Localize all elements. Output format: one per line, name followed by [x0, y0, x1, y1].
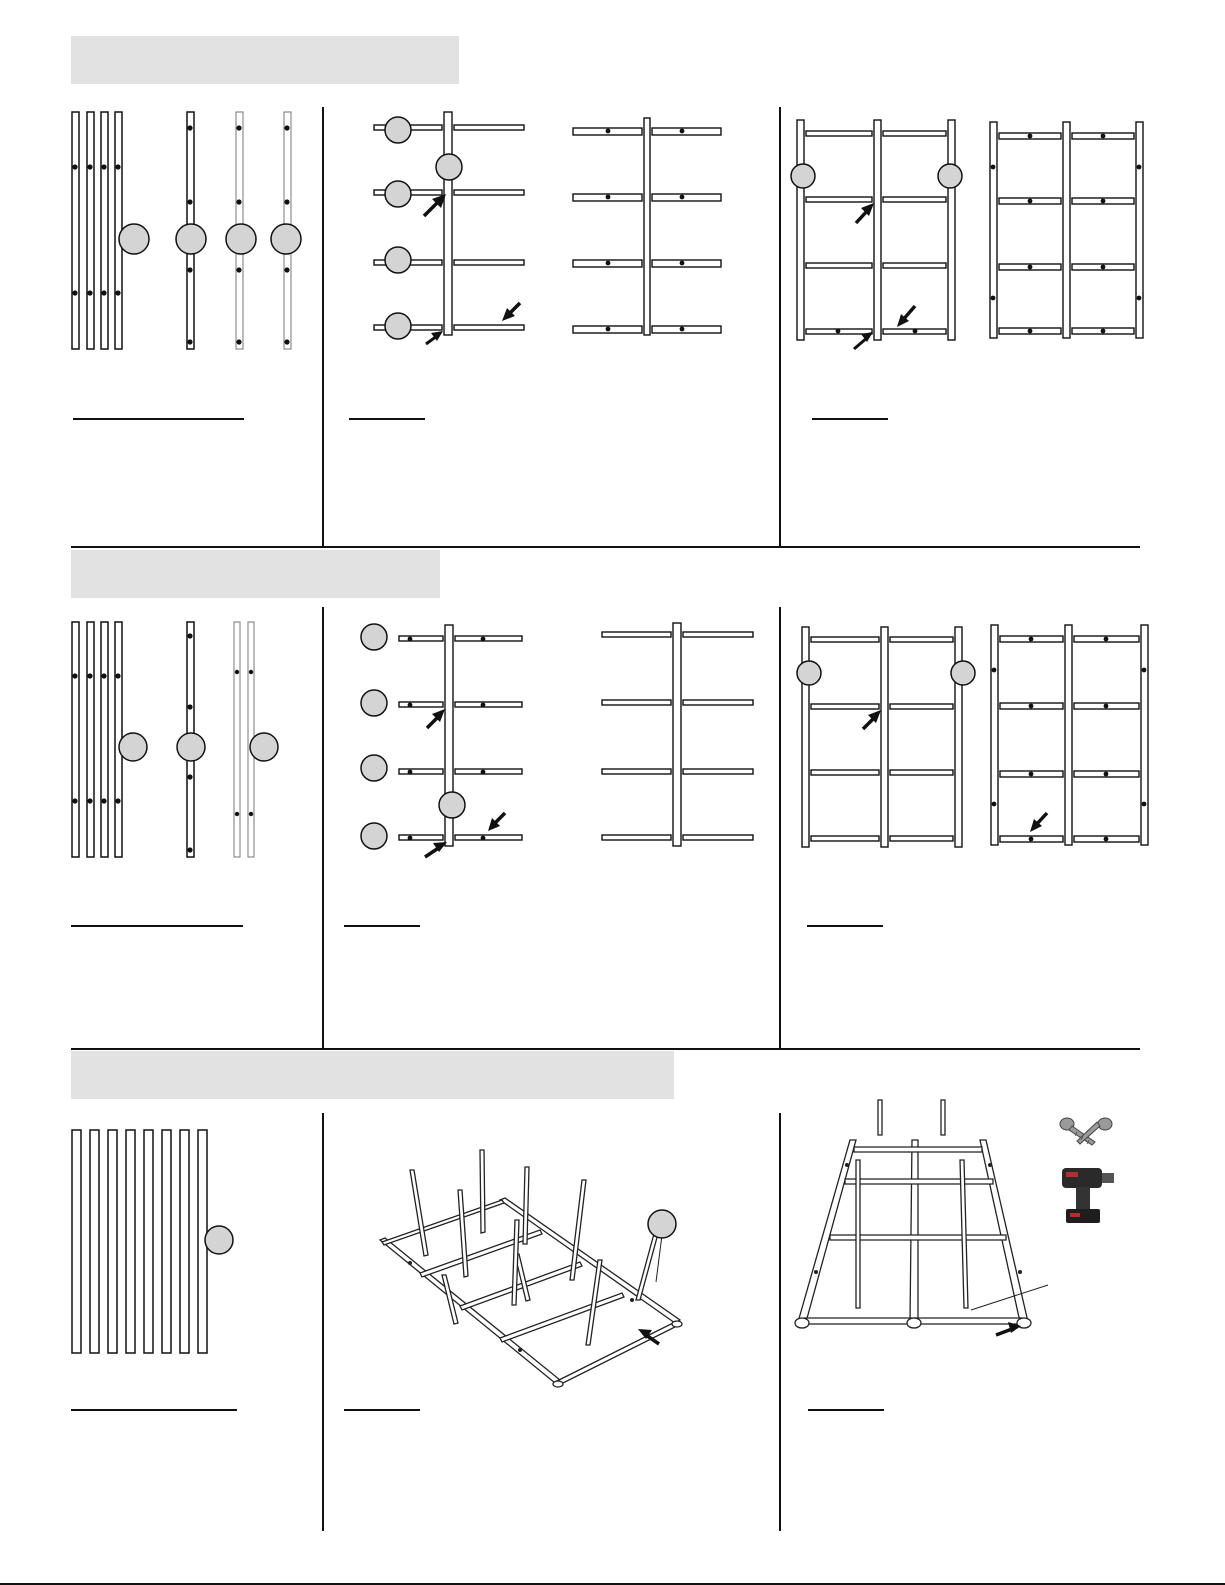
screws-icon [1055, 1110, 1115, 1150]
s2-frame-figure [795, 617, 1160, 857]
part-callout-circle-icon [361, 624, 387, 650]
s2-divider-2 [779, 607, 781, 1050]
s1-ladder-assembly-figure [360, 100, 740, 360]
part-callout-circle-icon [250, 733, 278, 761]
part-callout-circle-icon [436, 154, 462, 180]
s2-parts-figure [60, 610, 320, 870]
part-callout-circle-icon [119, 224, 149, 254]
s2-step3-underline [807, 925, 883, 927]
s1-step3-underline [812, 418, 888, 420]
s3-parts-figure [60, 1120, 320, 1370]
s3-step3-underline [808, 1409, 884, 1411]
s1-divider-2 [779, 107, 781, 548]
section-2-bottom-rule [71, 1048, 1140, 1050]
arrow-icon [854, 203, 915, 349]
section-1-header [71, 36, 459, 84]
s3-step1-underline [71, 1409, 237, 1411]
part-callout-circle-icon [439, 792, 465, 818]
part-callout-circle-icon [361, 690, 387, 716]
power-drill-icon [1058, 1165, 1118, 1227]
s1-parts-figure [60, 100, 320, 370]
part-callout-circle-icon [177, 733, 205, 761]
section-1-bottom-rule [71, 546, 1140, 548]
part-callout-circle-icon [361, 823, 387, 849]
arrow-icon [424, 194, 520, 344]
part-callout-circle-icon [385, 313, 411, 339]
s3-rack-isometric-figure [370, 1140, 690, 1395]
part-callout-circle-icon [176, 224, 206, 254]
part-callout-circle-icon [385, 181, 411, 207]
part-callout-circle-icon [648, 1210, 676, 1238]
s3-step2-underline [344, 1409, 420, 1411]
s2-step2-underline [344, 925, 420, 927]
s2-step1-underline [71, 925, 243, 927]
part-callout-circle-icon [938, 164, 962, 188]
part-callout-circle-icon [205, 1226, 233, 1254]
s3-divider-2 [779, 1113, 781, 1531]
part-callout-circle-icon [791, 164, 815, 188]
part-callout-circle-icon [226, 224, 256, 254]
part-callout-circle-icon [385, 247, 411, 273]
part-callout-circle-icon [951, 661, 975, 685]
s3-divider-1 [322, 1113, 324, 1531]
section-2-header [71, 550, 440, 598]
s1-step1-underline [73, 418, 244, 420]
s3-rack-perspective-figure [790, 1100, 1070, 1355]
part-callout-circle-icon [797, 661, 821, 685]
part-callout-circle-icon [271, 224, 301, 254]
s2-divider-1 [322, 607, 324, 1050]
part-callout-circle-icon [119, 733, 147, 761]
part-callout-circle-icon [361, 755, 387, 781]
s2-ladder-assembly-figure [355, 615, 765, 865]
part-callout-circle-icon [385, 117, 411, 143]
s1-divider-1 [322, 107, 324, 548]
s1-frame-figure [790, 110, 1160, 350]
section-3-header [71, 1051, 674, 1099]
s1-step2-underline [349, 418, 425, 420]
